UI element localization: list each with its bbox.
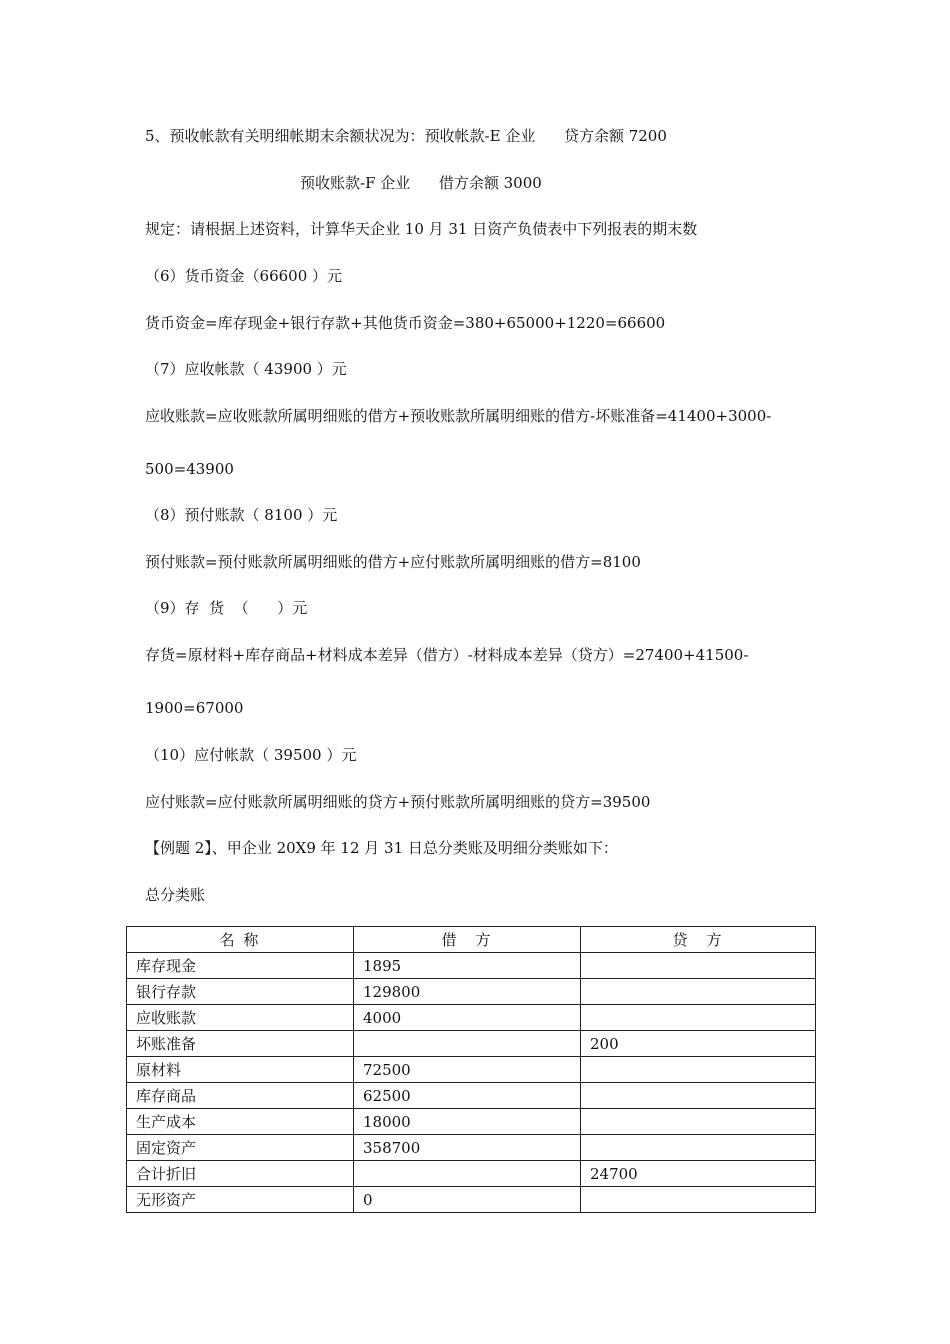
- answer-7-line1: 应收账款=应收账款所属明细账的借方+预收账款所属明细账的借方-坏账准备=41400+3000-: [145, 407, 772, 425]
- credit-value: [581, 1083, 816, 1109]
- debit-value: 1895: [354, 953, 581, 979]
- answer-8: 预付账款=预付账款所属明细账的借方+应付账款所属明细账的借方=8100: [145, 553, 641, 571]
- account-name: 合计折旧: [127, 1161, 354, 1187]
- table-row: [127, 1083, 816, 1109]
- account-name: 库存商品: [127, 1083, 354, 1109]
- credit-value: 24700: [581, 1161, 816, 1187]
- debit-value: 4000: [354, 1005, 581, 1031]
- credit-value: [581, 953, 816, 979]
- answer-9-line2: 1900=67000: [145, 699, 244, 717]
- general-ledger-title: 总分类账: [145, 886, 206, 904]
- paragraph-advance-receipts-e: 5、预收帐款有关明细帐期末余额状况为：预收帐款-E 企业 贷方余额 7200: [145, 127, 667, 145]
- account-name: 银行存款: [127, 979, 354, 1005]
- question-7: （7）应收帐款（ 43900 ）元: [145, 360, 347, 378]
- account-name: 坏账准备: [127, 1031, 354, 1057]
- table-row: [127, 1187, 816, 1213]
- table-row: [127, 1135, 816, 1161]
- account-name: 库存现金: [127, 953, 354, 979]
- credit-value: [581, 1135, 816, 1161]
- header-debit: 借 方: [354, 927, 581, 953]
- debit-value: 129800: [354, 979, 581, 1005]
- table-row: [127, 1109, 816, 1135]
- table-row: [127, 1031, 816, 1057]
- credit-value: 200: [581, 1031, 816, 1057]
- credit-value: [581, 1187, 816, 1213]
- table-row: [127, 953, 816, 979]
- account-name: 应收账款: [127, 1005, 354, 1031]
- table-row: [127, 1057, 816, 1083]
- question-6: （6）货币资金（66600 ）元: [145, 267, 343, 285]
- debit-value: 0: [354, 1187, 581, 1213]
- account-name: 生产成本: [127, 1109, 354, 1135]
- debit-value: [354, 1161, 581, 1187]
- table-row: [127, 979, 816, 1005]
- credit-value: [581, 1005, 816, 1031]
- account-name: 原材料: [127, 1057, 354, 1083]
- general-ledger-table: [126, 926, 816, 1213]
- answer-6: 货币资金=库存现金+银行存款+其他货币资金=380+65000+1220=66600: [145, 314, 666, 332]
- header-credit: 贷 方: [581, 927, 816, 953]
- paragraph-requirement: 规定：请根据上述资料，计算华天企业 10 月 31 日资产负债表中下列报表的期末数: [145, 220, 698, 238]
- question-10: （10）应付帐款（ 39500 ）元: [145, 746, 357, 764]
- debit-value: 62500: [354, 1083, 581, 1109]
- question-9: （9）存 货 （ ）元: [145, 599, 308, 617]
- header-name: 名 称: [127, 927, 354, 953]
- table-row: [127, 1161, 816, 1187]
- answer-7-line2: 500=43900: [145, 460, 234, 478]
- paragraph-advance-receipts-f: 预收账款-F 企业 借方余额 3000: [300, 174, 542, 192]
- example-2-heading: 【例题 2】、甲企业 20X9 年 12 月 31 日总分类账及明细分类账如下：: [145, 839, 618, 857]
- account-name: 固定资产: [127, 1135, 354, 1161]
- debit-value: [354, 1031, 581, 1057]
- account-name: 无形资产: [127, 1187, 354, 1213]
- credit-value: [581, 979, 816, 1005]
- debit-value: 358700: [354, 1135, 581, 1161]
- table-row: [127, 1005, 816, 1031]
- debit-value: 72500: [354, 1057, 581, 1083]
- question-8: （8）预付账款（ 8100 ）元: [145, 506, 338, 524]
- answer-10: 应付账款=应付账款所属明细账的贷方+预付账款所属明细账的贷方=39500: [145, 793, 651, 811]
- table-header-row: [127, 927, 816, 953]
- credit-value: [581, 1109, 816, 1135]
- answer-9-line1: 存货=原材料+库存商品+材料成本差异（借方）-材料成本差异（贷方）=27400+41500-: [145, 646, 749, 664]
- debit-value: 18000: [354, 1109, 581, 1135]
- credit-value: [581, 1057, 816, 1083]
